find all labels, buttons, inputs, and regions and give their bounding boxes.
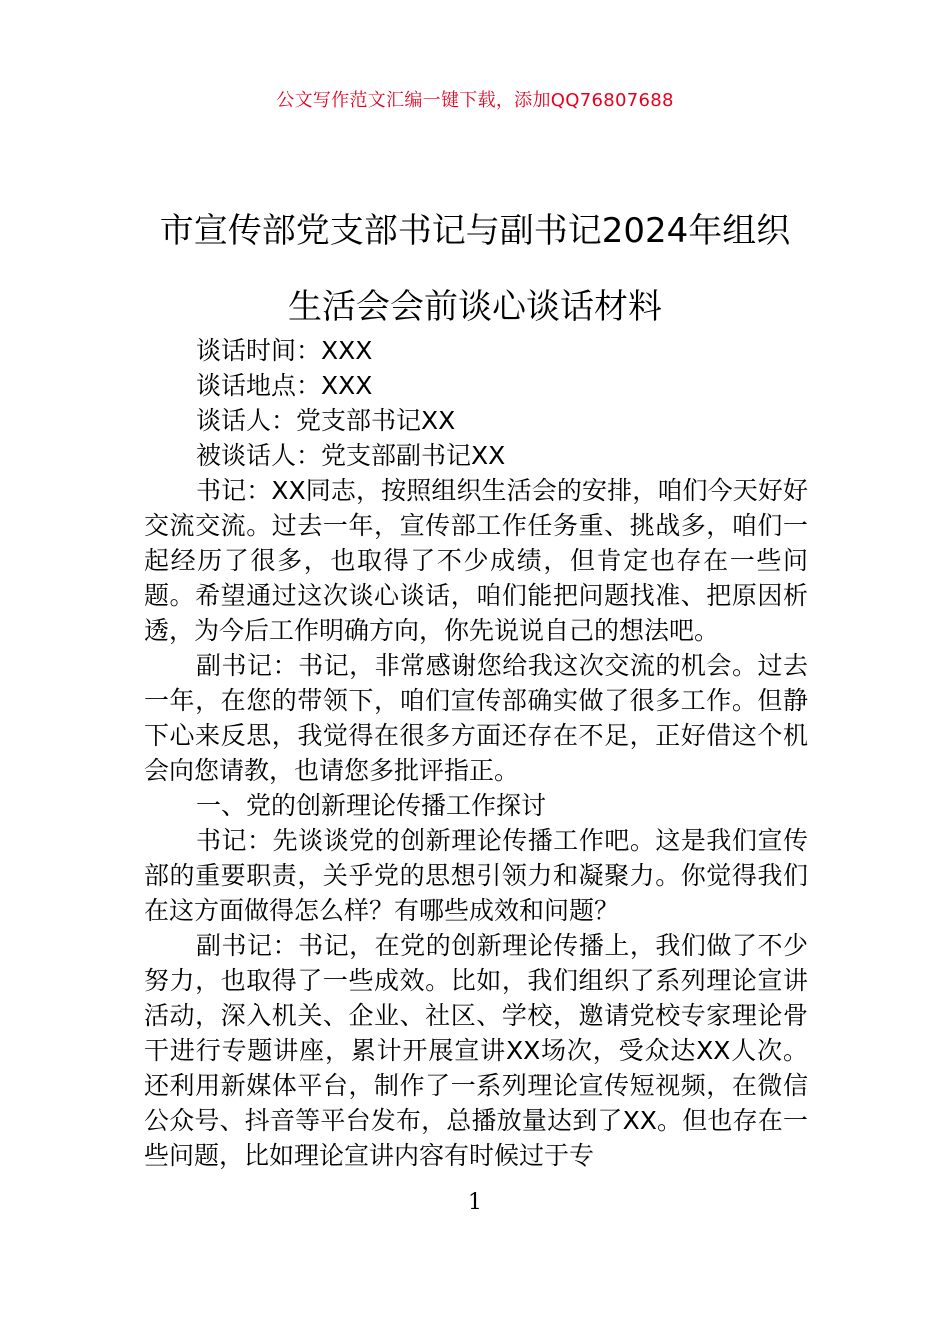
meta-listener: 被谈话人：党支部副书记XX: [196, 441, 506, 470]
document-body: [144, 333, 808, 1173]
meta-place: 谈话地点：XXX: [196, 371, 373, 400]
paragraph: 书记：XX同志，按照组织生活会的安排，咱们今天好好交流交流。过去一年，宣传部工作任务重、挑战多，咱们一起经历了很多，也取得了不少成绩，但肯定也存在一些问题。希望通过这次谈心谈话，咱们能把问题找准、把原因析透，为今后工作明确方向，你先说说自己的想法吧。: [144, 476, 808, 645]
meta-time: 谈话时间：XXX: [196, 336, 373, 365]
section-heading: 一、党的创新理论传播工作探讨: [196, 791, 547, 820]
title-line-1: 市宣传部党支部书记与副书记2024年组织: [159, 210, 791, 251]
paragraph: 副书记：书记，在党的创新理论传播上，我们做了不少努力，也取得了一些成效。比如，我们组织了系列理论宣讲活动，深入机关、企业、社区、学校，邀请党校专家理论骨干进行专题讲座，累计开展宣讲XX场次，受众达XX人次。还利用新媒体平台，制作了一系列理论宣传短视频，在微信公众号、抖音等平台发布，总播放量达到了XX。但也存在一些问题，比如理论宣讲内容有时候过于专: [144, 931, 808, 1170]
paragraph: 书记：先谈谈党的创新理论传播工作吧。这是我们宣传部的重要职责，关乎党的思想引领力和凝聚力。你觉得我们在这方面做得怎么样？有哪些成效和问题？: [144, 826, 808, 925]
meta-speaker: 谈话人：党支部书记XX: [196, 406, 456, 435]
document-title: [120, 193, 830, 345]
page-number: 1: [468, 1190, 482, 1215]
paragraph: 副书记：书记，非常感谢您给我这次交流的机会。过去一年，在您的带领下，咱们宣传部确实做了很多工作。但静下心来反思，我觉得在很多方面还存在不足，正好借这个机会向您请教，也请您多批评指正。: [144, 651, 808, 785]
download-banner: 公文写作范文汇编一键下载，添加QQ76807688: [276, 90, 674, 111]
title-line-2: 生活会会前谈心谈话材料: [288, 286, 662, 327]
